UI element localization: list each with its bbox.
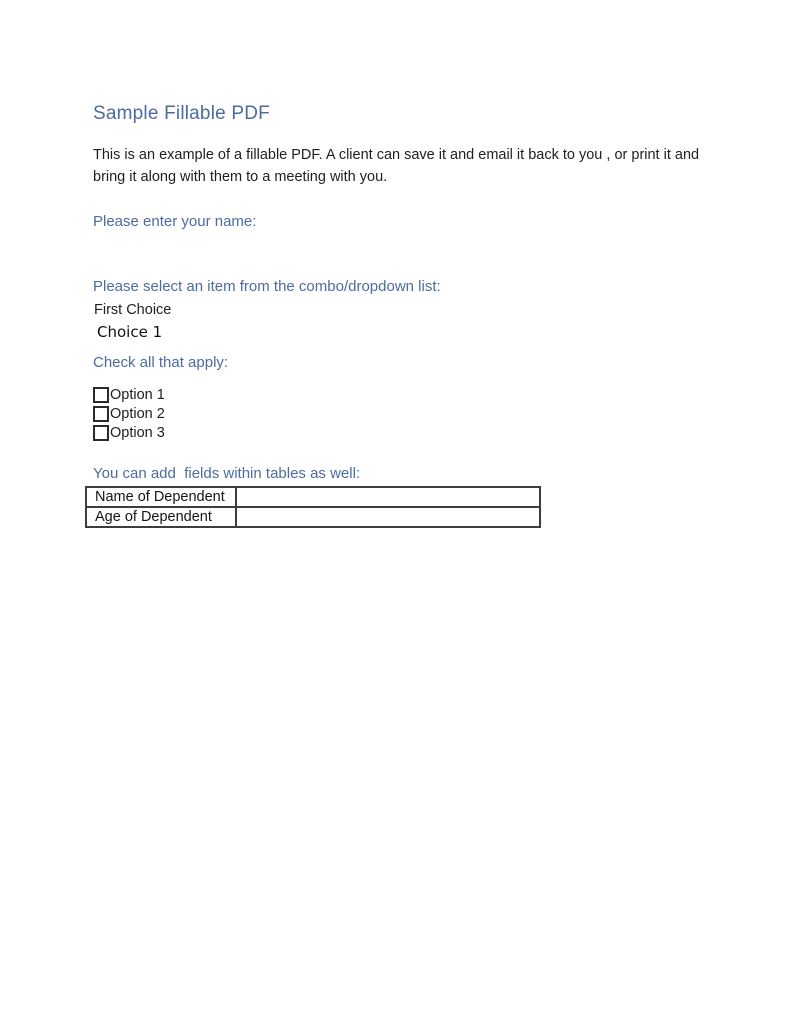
name-prompt-label: Please enter your name: <box>93 213 257 230</box>
checkbox-row-1 <box>93 385 165 404</box>
combo-static-label: First Choice <box>94 302 172 318</box>
combo-prompt-label: Please select an item from the combo/dropdown list: <box>93 278 441 295</box>
intro-line-1: This is an example of a fillable PDF. A client can save it and email it back to you , or print it and <box>93 147 700 163</box>
table-cell-name-label: Name of Dependent <box>87 488 237 506</box>
name-input[interactable] <box>93 237 453 267</box>
checkbox-option-3-label: Option 3 <box>110 424 165 441</box>
intro-line-2: bring it along with them to a meeting with you. <box>93 169 388 185</box>
checkbox-option-1[interactable] <box>93 387 109 403</box>
checkbox-prompt-label: Check all that apply: <box>93 354 229 371</box>
dependents-table <box>85 486 541 528</box>
table-row-age <box>87 506 539 526</box>
table-cell-age-label: Age of Dependent <box>87 508 237 526</box>
checkbox-option-1-label: Option 1 <box>110 386 165 403</box>
checkbox-option-3[interactable] <box>93 425 109 441</box>
table-cell-age-input[interactable] <box>237 508 539 526</box>
table-cell-name-input[interactable] <box>237 488 539 506</box>
table-prompt-label: You can add fields within tables as well: <box>93 465 361 482</box>
checkbox-group <box>93 385 165 442</box>
checkbox-option-2-label: Option 2 <box>110 405 165 422</box>
checkbox-row-3 <box>93 423 165 442</box>
checkbox-option-2[interactable] <box>93 406 109 422</box>
combo-dropdown-field[interactable]: Choice 1 <box>97 323 163 341</box>
table-row-name <box>87 488 539 506</box>
checkbox-row-2 <box>93 404 165 423</box>
intro-paragraph <box>93 144 699 188</box>
document-title: Sample Fillable PDF <box>93 103 270 124</box>
